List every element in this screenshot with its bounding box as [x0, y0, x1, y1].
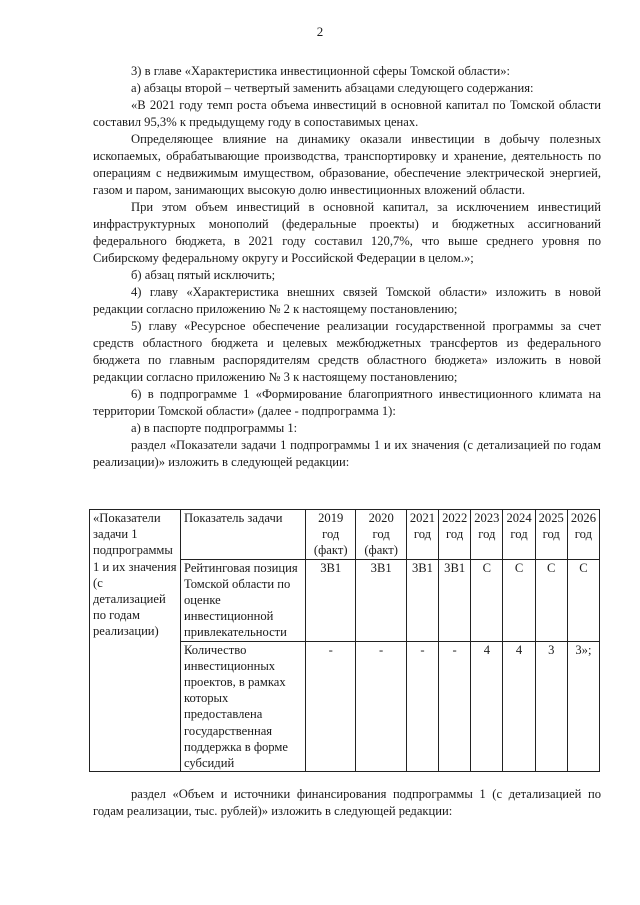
- value-cell: -: [406, 641, 438, 772]
- paragraph: «В 2021 году темп роста объема инвестиций в основной капитал по Томской области составил 95,3% к предыдущему году в сопоставимых ценах.: [93, 98, 601, 129]
- year-header-cell: 2025 год: [535, 510, 567, 560]
- paragraph: 6) в подпрограмме 1 «Формирование благоприятного инвестиционного климата на территории Томской области» (далее - подпрограмма 1):: [93, 387, 601, 418]
- paragraph: б) абзац пятый исключить;: [131, 268, 276, 282]
- year-header-cell: 2023 год: [471, 510, 503, 560]
- value-cell: 3B1: [406, 559, 438, 641]
- year-header-cell: 2026 год: [567, 510, 599, 560]
- value-cell: 3»;: [567, 641, 599, 772]
- closing-text: [93, 786, 601, 820]
- value-cell: 4: [503, 641, 535, 772]
- value-cell: -: [306, 641, 356, 772]
- page-number: 2: [316, 24, 324, 39]
- year-header-cell: 2024 год: [503, 510, 535, 560]
- paragraph: При этом объем инвестиций в основной капитал, за исключением инвестиций инфраструктурных монополий (федеральные проекты) и бюджетных ассигнований федерального бюджета, в 2021 году составил 120,7%, что выше среднего уровня по Сибирскому федеральному округу и Российской Федерации в целом.»;: [93, 200, 601, 265]
- year-header-cell: 2022 год: [439, 510, 471, 560]
- value-cell: 3B1: [306, 559, 356, 641]
- paragraph: 3) в главе «Характеристика инвестиционной сферы Томской области»:: [131, 64, 511, 78]
- paragraph: 4) главу «Характеристика внешних связей Томской области» изложить в новой редакции согласно приложению № 2 к настоящему постановлению;: [93, 285, 601, 316]
- year-header-cell: 2021 год: [406, 510, 438, 560]
- value-cell: 4: [471, 641, 503, 772]
- body-text: [93, 63, 601, 471]
- indicator-cell: Рейтинговая позиция Томской области по оценке инвестиционной привлекательности: [181, 559, 306, 641]
- value-cell: C: [471, 559, 503, 641]
- paragraph: а) в паспорте подпрограммы 1:: [131, 421, 298, 435]
- value-cell: C: [567, 559, 599, 641]
- year-header-cell: 2019 год (факт): [306, 510, 356, 560]
- indicator-header-cell: Показатель задачи: [181, 510, 306, 560]
- value-cell: 3B1: [439, 559, 471, 641]
- paragraph: раздел «Показатели задачи 1 подпрограммы 1 и их значения (с детализацией по годам реализации)» изложить в следующей редакции:: [93, 438, 601, 469]
- table-header-row: [90, 510, 600, 560]
- value-cell: C: [503, 559, 535, 641]
- paragraph: раздел «Объем и источники финансирования подпрограммы 1 (с детализацией по годам реализации, тыс. рублей)» изложить в следующей редакции:: [93, 787, 601, 818]
- value-cell: -: [356, 641, 406, 772]
- section-label-cell: «Показатели задачи 1 подпрограммы 1 и их значения (с детализацией по годам реализации): [90, 510, 181, 772]
- indicator-cell: Количество инвестиционных проектов, в рамках которых предоставлена государственная поддержка в форме субсидий: [181, 641, 306, 772]
- indicators-table: [89, 509, 600, 772]
- value-cell: -: [439, 641, 471, 772]
- paragraph: 5) главу «Ресурсное обеспечение реализации государственной программы за счет средств областного бюджета и целевых межбюджетных трансфертов из федерального бюджета по главным распорядителям средств областного бюджета» изложить в новой редакции согласно приложению № 3 к настоящему постановлению;: [93, 319, 601, 384]
- value-cell: C: [535, 559, 567, 641]
- value-cell: 3B1: [356, 559, 406, 641]
- year-header-cell: 2020 год (факт): [356, 510, 406, 560]
- value-cell: 3: [535, 641, 567, 772]
- paragraph: Определяющее влияние на динамику оказали инвестиции в добычу полезных ископаемых, обрабатывающие производства, транспортировку и хранение, деятельность по операциям с недвижимым имуществом, образование, обеспечение электрической энергией, газом и паром, занимающих высокую долю инвестиционных вложений области.: [93, 132, 601, 197]
- paragraph: а) абзацы второй – четвертый заменить абзацами следующего содержания:: [131, 81, 534, 95]
